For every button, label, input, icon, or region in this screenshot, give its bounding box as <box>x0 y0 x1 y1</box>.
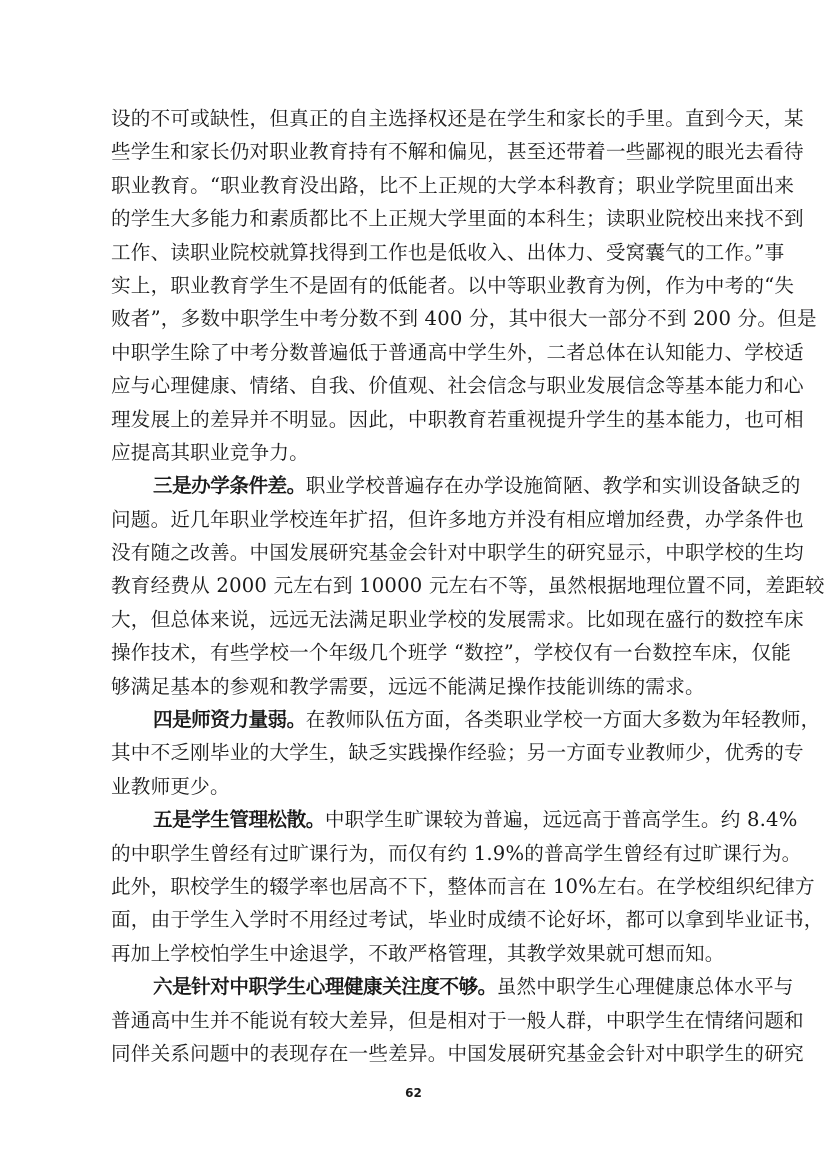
text-line: 实上，职业教育学生不是固有的低能者。以中等职业教育为例，作为中考的“失 <box>111 273 795 297</box>
text-line: 应提高其职业竞争力。 <box>111 440 309 464</box>
text-line: 此外，职校学生的辍学率也居高不下，整体而言在 10%左右。在学校组织纪律方 <box>111 874 815 898</box>
text-line: 普通高中生并不能说有较大差异，但是相对于一般人群，中职学生在情绪问题和 <box>111 1008 804 1032</box>
text-run: 虽然中职学生心理健康总体水平与 <box>496 975 794 999</box>
text-line: 些学生和家长仍对职业教育持有不解和偏见，甚至还带着一些鄙视的眼光去看待 <box>111 140 804 164</box>
text-run: 中职学生旷课较为普遍，远远高于普高学生。约 8.4% <box>324 808 798 832</box>
text-line: 同伴关系问题中的表现存在一些差异。中国发展研究基金会针对中职学生的研究 <box>111 1041 804 1065</box>
text-line: 工作、读职业院校就算找得到工作也是低收入、出体力、受窝囊气的工作。”事 <box>111 240 785 264</box>
text-line: 操作技术，有些学校一个年级几个班学 “数控”，学校仅有一台数控车床，仅能 <box>111 641 792 665</box>
paragraph-heading: 六是针对中职学生心理健康关注度不够。 <box>153 975 497 999</box>
text-line: 中职学生除了中考分数普遍低于普通高中学生外，二者总体在认知能力、学校适 <box>111 340 804 364</box>
text-line: 理发展上的差异并不明显。因此，中职教育若重视提升学生的基本能力，也可相 <box>111 407 804 431</box>
text-line: 设的不可或缺性，但真正的自主选择权还是在学生和家长的手里。直到今天，某 <box>111 107 804 130</box>
page-number: 62 <box>405 1086 422 1100</box>
text-line: 败者”，多数中职学生中考分数不到 400 分，其中很大一部分不到 200 分。但是 <box>111 307 817 331</box>
paragraph-heading: 四是师资力量弱。 <box>153 708 306 732</box>
text-run: 在教师队伍方面，各类职业学校一方面大多数为年轻教师， <box>305 708 821 732</box>
text-line: 面，由于学生入学时不用经过考试，毕业时成绩不论好坏，都可以拿到毕业证书， <box>111 908 824 932</box>
text-line: 没有随之改善。中国发展研究基金会针对中职学生的研究显示，中职学校的生均 <box>111 541 804 565</box>
text-line: 其中不乏刚毕业的大学生，缺乏实践操作经验；另一方面专业教师少，优秀的专 <box>111 741 804 765</box>
paragraph-first-line <box>111 970 794 1003</box>
document-body <box>111 102 825 1070</box>
paragraph-heading: 三是办学条件差。 <box>153 474 306 498</box>
text-line: 的学生大多能力和素质都比不上正规大学里面的本科生；读职业院校出来找不到 <box>111 207 804 231</box>
text-run: 职业学校普遍存在办学设施简陋、教学和实训设备缺乏的 <box>305 474 801 498</box>
text-line: 问题。近几年职业学校连年扩招，但许多地方并没有相应增加经费，办学条件也 <box>111 507 804 531</box>
text-line: 应与心理健康、情绪、自我、价值观、社会信念与职业发展信念等基本能力和心 <box>111 374 804 398</box>
text-line: 业教师更少。 <box>111 774 230 798</box>
text-line: 够满足基本的参观和教学需要，远远不能满足操作技能训练的需求。 <box>111 674 705 698</box>
paragraph-heading: 五是学生管理松散。 <box>153 808 325 832</box>
paragraph-first-line <box>111 703 821 736</box>
text-line: 再加上学校怕学生中途退学，不敢严格管理，其教学效果就可想而知。 <box>111 941 725 965</box>
text-line: 职业教育。“职业教育没出路，比不上正规的大学本科教育；职业学院里面出来 <box>111 173 795 197</box>
paragraph-first-line <box>111 469 801 502</box>
text-line: 大，但总体来说，远远无法满足职业学校的发展需求。比如现在盛行的数控车床 <box>111 607 804 631</box>
paragraph-first-line <box>111 803 798 836</box>
text-line: 教育经费从 2000 元左右到 10000 元左右不等，虽然根据地理位置不同，差距较 <box>111 574 825 598</box>
text-line: 的中职学生曾经有过旷课行为，而仅有约 1.9%的普高学生曾经有过旷课行为。 <box>111 841 802 865</box>
